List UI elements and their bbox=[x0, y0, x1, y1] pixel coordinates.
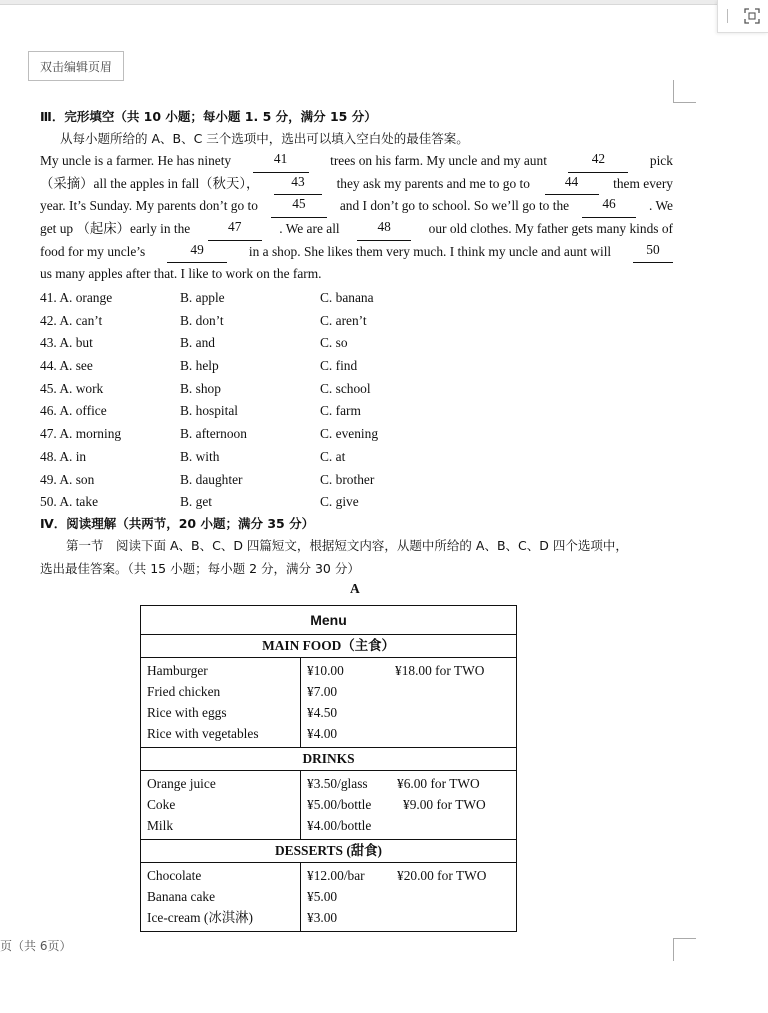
edit-header-button[interactable]: 双击编辑页眉 bbox=[28, 51, 124, 81]
cloze-blank: 42 bbox=[568, 150, 628, 173]
menu-item-name: Rice with eggs bbox=[147, 705, 227, 720]
menu-price-row bbox=[307, 660, 516, 681]
menu-section-heading: DESSERTS (甜食) bbox=[141, 840, 517, 863]
section4-instruction-1: 第一节 阅读下面 A、B、C、D 四篇短文，根据短文内容，从题中所给的 A、B、C、D 四个选项中， bbox=[66, 538, 628, 553]
option-choice: 41. A. orange bbox=[40, 290, 113, 305]
passage-line bbox=[40, 263, 673, 286]
menu-item-name: Hamburger bbox=[147, 663, 208, 678]
passage-line bbox=[40, 218, 673, 241]
passage-text: in a shop. She likes them very much. I think my uncle and aunt will bbox=[248, 243, 612, 259]
passage-text: them every bbox=[613, 175, 673, 191]
option-choice: B. afternoon bbox=[180, 426, 247, 442]
menu-title-row bbox=[141, 606, 517, 635]
view-tools[interactable] bbox=[717, 0, 768, 33]
menu-item-name: Rice with vegetables bbox=[147, 726, 259, 741]
menu-item-names bbox=[141, 658, 301, 748]
option-choice: 48. A. in bbox=[40, 448, 87, 464]
menu-price-row bbox=[307, 886, 516, 907]
option-choice: 47. A. morning bbox=[40, 426, 122, 442]
option-choice: C. give bbox=[320, 494, 359, 510]
separator bbox=[727, 9, 728, 23]
menu-price-row bbox=[307, 702, 516, 723]
menu-item-price: ¥5.00/bottle bbox=[307, 797, 372, 812]
cloze-blank: 50 bbox=[633, 241, 673, 264]
passage-text: year. It’s Sunday. My parents don’t go to bbox=[40, 198, 258, 214]
passage-text: our old clothes. My father gets many kinds of bbox=[428, 221, 673, 237]
passage-text: . We bbox=[649, 198, 673, 214]
passage-line bbox=[40, 195, 673, 218]
section3-instruction: 从每小题所给的 A、B、C 三个选项中，选出可以填入空白处的最佳答案。 bbox=[60, 131, 469, 146]
option-choice: C. so bbox=[320, 335, 348, 351]
menu-item-price: ¥7.00 bbox=[307, 684, 338, 699]
passage-text: trees on his farm. My uncle and my aunt bbox=[330, 153, 547, 168]
option-choice: C. school bbox=[320, 380, 371, 396]
menu-price-row bbox=[307, 865, 516, 886]
corner-mark bbox=[673, 938, 696, 961]
menu-table bbox=[140, 605, 517, 932]
menu-item-price: ¥4.00 bbox=[307, 726, 338, 741]
menu-item-names bbox=[141, 863, 301, 932]
cloze-blank: 49 bbox=[167, 241, 227, 264]
option-choice: C. brother bbox=[320, 471, 375, 487]
menu-items-row bbox=[141, 771, 517, 840]
option-choice: 46. A. office bbox=[40, 403, 107, 419]
passage-text: . We are all bbox=[279, 221, 340, 237]
passage-text: pick bbox=[649, 153, 673, 168]
cloze-blank: 44 bbox=[545, 173, 599, 196]
menu-section-row bbox=[141, 840, 517, 863]
menu-item-name: Ice-cream (冰淇淋) bbox=[147, 910, 253, 925]
menu-price-row bbox=[307, 794, 516, 815]
option-choice: C. banana bbox=[320, 290, 374, 305]
menu-item-row bbox=[147, 886, 300, 907]
option-choice: B. help bbox=[180, 358, 219, 374]
passage-line bbox=[40, 150, 673, 173]
corner-mark bbox=[673, 80, 696, 103]
menu-price-row bbox=[307, 681, 516, 702]
option-choice: C. find bbox=[320, 358, 358, 374]
cloze-blank: 43 bbox=[274, 173, 322, 196]
menu-item-name: Milk bbox=[147, 818, 174, 833]
option-choice: 43. A. but bbox=[40, 335, 93, 351]
passage-text: get up （起床）early in the bbox=[40, 221, 191, 237]
menu-items-row bbox=[141, 658, 517, 748]
menu-title: Menu bbox=[141, 606, 517, 635]
cloze-blank: 41 bbox=[253, 150, 309, 173]
passage-text: they ask my parents and me to go to bbox=[336, 175, 530, 191]
passage-line bbox=[40, 241, 673, 264]
menu-item-names bbox=[141, 771, 301, 840]
section4-title: Ⅳ．阅读理解（共两节，20 小题；满分 35 分） bbox=[40, 516, 315, 531]
option-choice: B. hospital bbox=[180, 403, 239, 419]
passage-label: A bbox=[350, 581, 360, 596]
option-choice: 42. A. can’t bbox=[40, 312, 103, 328]
menu-items-row bbox=[141, 863, 517, 932]
menu-item-price-for-two: ¥18.00 for TWO bbox=[395, 663, 485, 678]
section3-title: Ⅲ．完形填空（共 10 小题；每小题 1. 5 分，满分 15 分） bbox=[40, 109, 377, 124]
menu-item-prices bbox=[301, 771, 517, 840]
option-choice: C. aren’t bbox=[320, 312, 367, 328]
menu-item-name: Chocolate bbox=[147, 868, 202, 883]
menu-item-row bbox=[147, 815, 300, 836]
menu-item-price-for-two: ¥20.00 for TWO bbox=[397, 868, 487, 883]
menu-item-row bbox=[147, 773, 300, 794]
cloze-blank: 45 bbox=[271, 195, 327, 218]
top-toolbar-strip bbox=[0, 0, 768, 5]
cloze-passage bbox=[40, 150, 673, 286]
menu-item-price: ¥5.00 bbox=[307, 889, 338, 904]
menu-item-name: Fried chicken bbox=[147, 684, 221, 699]
section4-instruction-2: 选出最佳答案。（共 15 小题；每小题 2 分，满分 30 分） bbox=[40, 561, 360, 576]
option-choice: 49. A. son bbox=[40, 471, 95, 487]
page-footer: 页（共 6页） bbox=[0, 939, 72, 953]
menu-price-row bbox=[307, 773, 516, 794]
option-choice: B. get bbox=[180, 494, 212, 510]
menu-section-row bbox=[141, 748, 517, 771]
menu-price-row bbox=[307, 723, 516, 744]
option-choice: B. with bbox=[180, 448, 220, 464]
option-choice: 44. A. see bbox=[40, 358, 93, 374]
passage-text: us many apples after that. I like to work on the farm. bbox=[40, 266, 322, 282]
passage-text: food for my uncle’s bbox=[40, 243, 146, 259]
menu-item-name: Orange juice bbox=[147, 776, 216, 791]
option-choice: B. shop bbox=[180, 380, 221, 396]
menu-item-prices bbox=[301, 863, 517, 932]
menu-item-price-for-two: ¥6.00 for TWO bbox=[397, 776, 480, 791]
menu-item-price: ¥4.50 bbox=[307, 705, 338, 720]
menu-item-price: ¥3.50/glass bbox=[307, 776, 368, 791]
option-choice: C. evening bbox=[320, 426, 379, 442]
passage-text: （采摘）all the apples in fall（秋天）， bbox=[40, 175, 260, 191]
option-choice: B. don’t bbox=[180, 312, 224, 328]
menu-item-name: Banana cake bbox=[147, 889, 216, 904]
menu-item-price: ¥10.00 bbox=[307, 663, 344, 678]
option-choice: B. and bbox=[180, 335, 215, 351]
cloze-blank: 48 bbox=[357, 218, 411, 241]
passage-line bbox=[40, 173, 673, 196]
menu-section-heading: MAIN FOOD（主食） bbox=[141, 635, 517, 658]
option-choice: C. farm bbox=[320, 403, 361, 419]
cloze-blank: 47 bbox=[208, 218, 262, 241]
menu-section-row bbox=[141, 635, 517, 658]
menu-item-row bbox=[147, 702, 300, 723]
menu-price-row bbox=[307, 907, 516, 928]
menu-item-row bbox=[147, 907, 300, 928]
option-choice: C. at bbox=[320, 448, 346, 464]
menu-item-row bbox=[147, 681, 300, 702]
menu-item-price-for-two: ¥9.00 for TWO bbox=[403, 797, 486, 812]
option-choice: B. apple bbox=[180, 290, 225, 305]
menu-section-heading: DRINKS bbox=[141, 748, 517, 771]
menu-item-price: ¥12.00/bar bbox=[307, 868, 365, 883]
passage-text: My uncle is a farmer. He has ninety bbox=[40, 153, 232, 168]
option-choice: B. daughter bbox=[180, 471, 243, 487]
fullscreen-icon[interactable] bbox=[744, 8, 760, 24]
passage-text: and I don’t go to school. So we’ll go to the bbox=[339, 198, 570, 214]
menu-item-price: ¥4.00/bottle bbox=[307, 818, 372, 833]
cloze-blank: 46 bbox=[582, 195, 636, 218]
option-choice: 45. A. work bbox=[40, 380, 104, 396]
menu-item-price: ¥3.00 bbox=[307, 910, 338, 925]
menu-item-row bbox=[147, 660, 300, 681]
menu-item-row bbox=[147, 723, 300, 744]
menu-item-row bbox=[147, 865, 300, 886]
menu-item-name: Coke bbox=[147, 797, 176, 812]
menu-item-prices bbox=[301, 658, 517, 748]
menu-price-row bbox=[307, 815, 516, 836]
option-choice: 50. A. take bbox=[40, 494, 99, 510]
menu-item-row bbox=[147, 794, 300, 815]
